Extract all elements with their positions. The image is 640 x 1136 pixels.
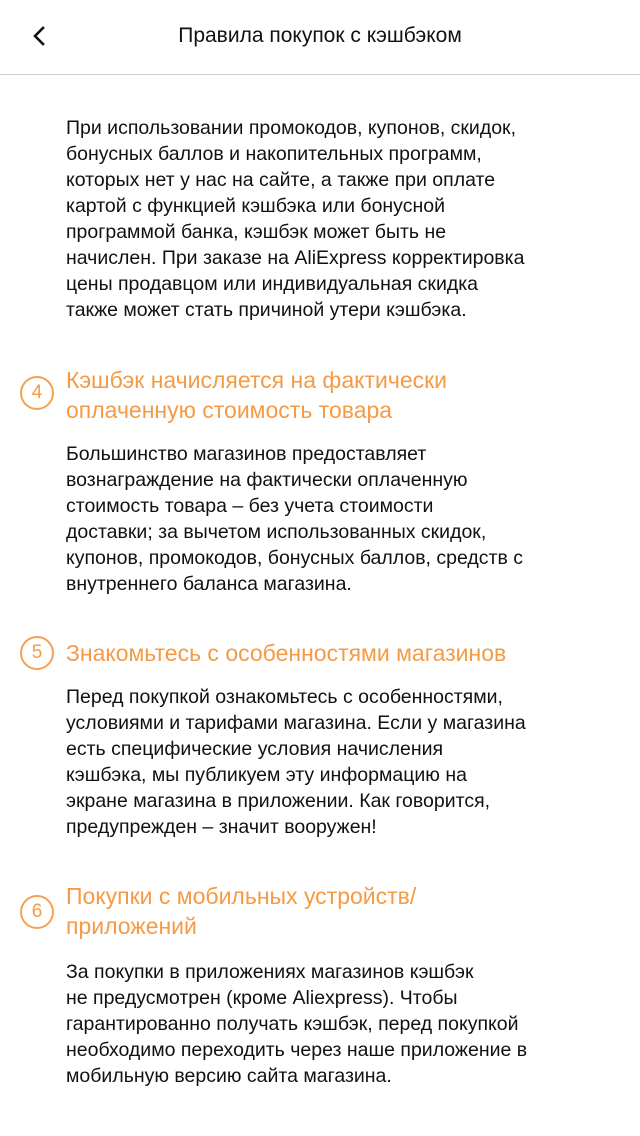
rule-title: Знакомьтесь с особенностями магазинов	[66, 640, 507, 666]
rule-description: Перед покупкой ознакомьтесь с особенностями, условиями и тарифами магазина. Если у магазина есть специфические условия начисления кэшбэка, мы публикуем эту информацию на экране магазина в приложении. Как говорится, предупрежден – значит вооружен!	[66, 686, 526, 838]
rule-description: За покупки в приложениях магазинов кэшбэк не предусмотрен (кроме Aliexpress). Чтобы гарантированно получать кэшбэк, перед покупкой необходимо переходить через наше приложение в мобильную версию сайта магазина.	[66, 961, 528, 1087]
rule-title: Кэшбэк начисляется на фактически оплаченную стоимость товара	[66, 367, 448, 423]
intro-paragraph: При использовании промокодов, купонов, скидок, бонусных баллов и накопительных программ, которых нет у нас на сайте, а также при оплате картой с функцией кэшбэка или бонусной программой банка, кэшбэк может быть не начислен. При заказе на AliExpress корректировка цены продавцом или индивидуальная скидка также может стать причиной утери кэшбэка.	[66, 117, 525, 321]
top-app-bar	[0, 0, 640, 75]
page-title: Правила покупок с кэшбэком	[178, 24, 462, 47]
rule-description: Большинство магазинов предоставляет вознаграждение на фактически оплаченную стоимость товара – без учета стоимости доставки; за вычетом использованных скидок, купонов, промокодов, бонусных баллов, средств с внутреннего баланса магазина.	[66, 443, 523, 595]
rule-title: Покупки с мобильных устройств/ приложений	[66, 883, 417, 939]
step-number-badge: 6	[20, 895, 54, 929]
step-number-badge: 4	[20, 376, 54, 410]
step-number-badge: 5	[20, 636, 54, 670]
